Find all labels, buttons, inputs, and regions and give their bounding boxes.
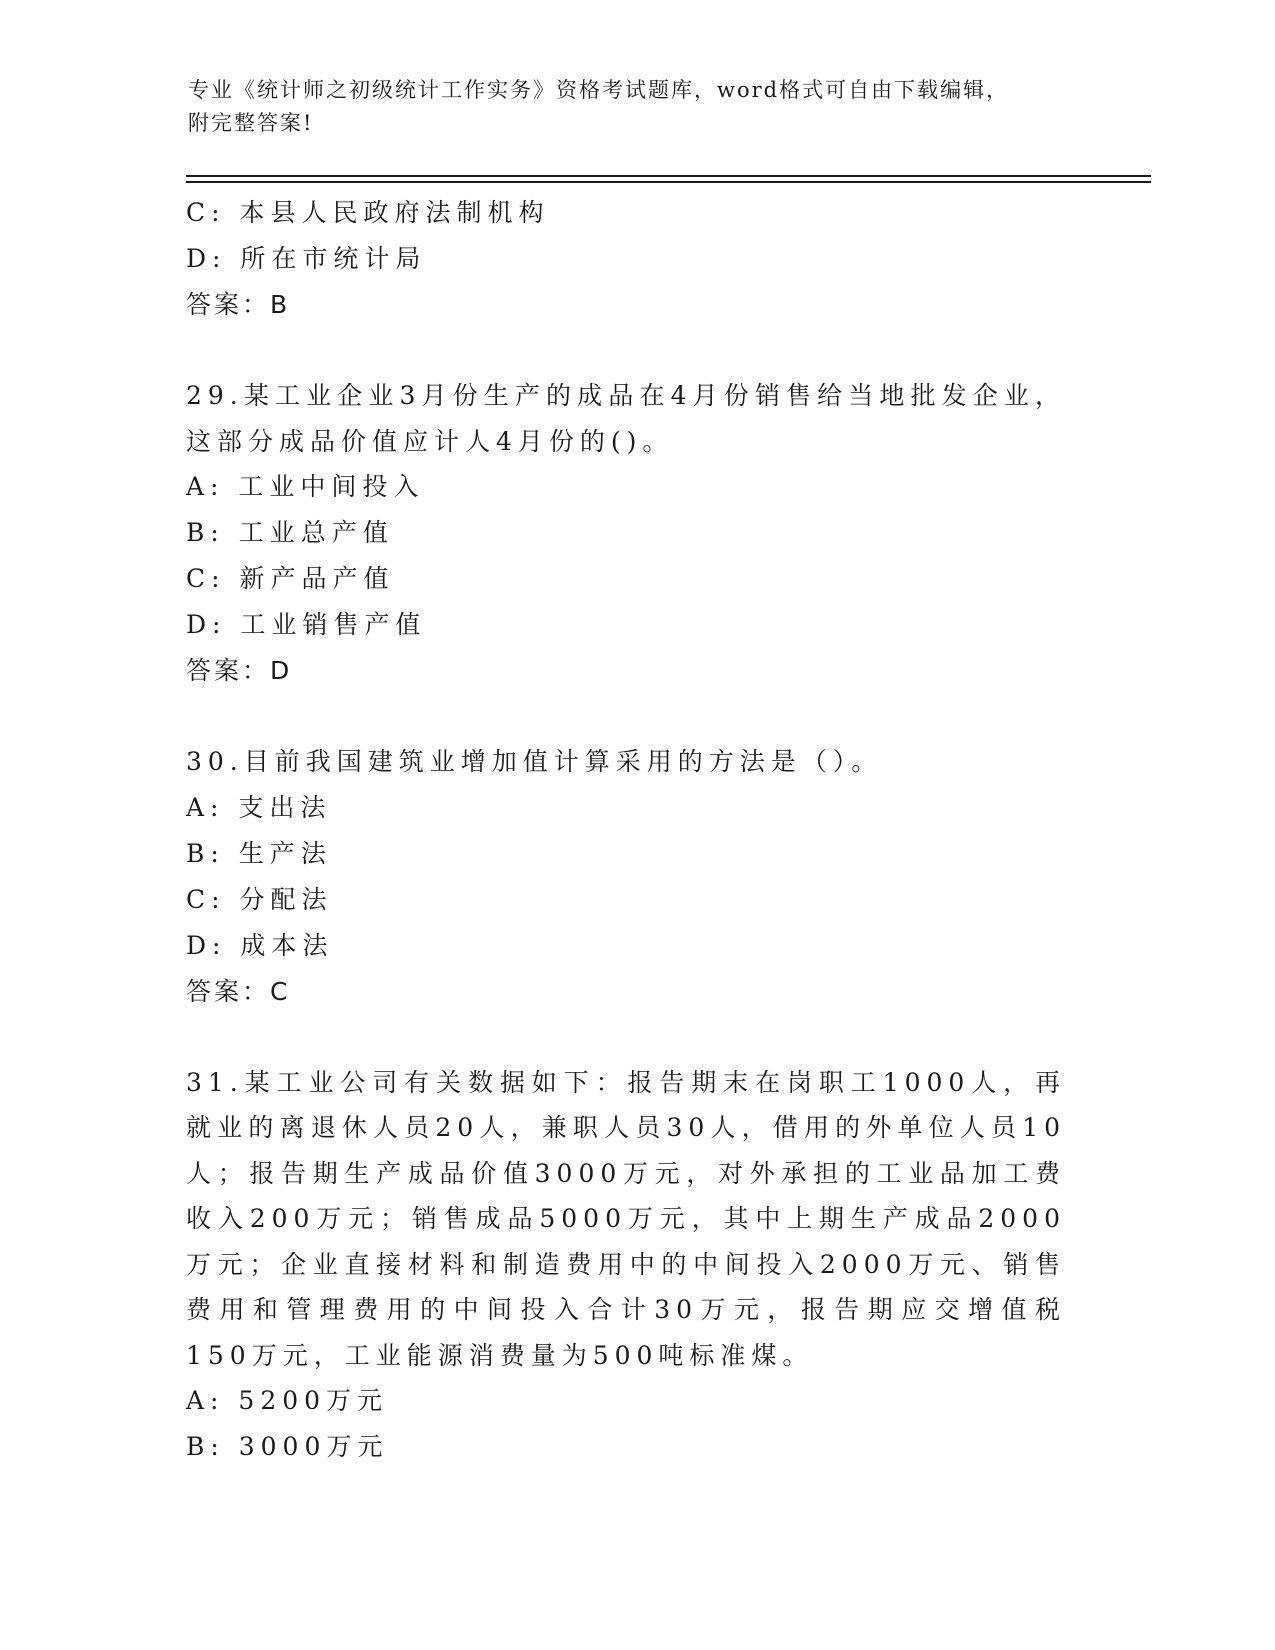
question-30: [186, 739, 1066, 1015]
option-c: C: 本县人民政府法制机构: [186, 198, 550, 227]
spacer: [186, 694, 1066, 739]
option-c: C: 新产品产值: [186, 564, 395, 593]
option-a: A: 支出法: [186, 792, 332, 822]
question-stem: 30.目前我国建筑业增加值计算采用的方法是（）。: [186, 747, 883, 776]
option-b: B: 生产法: [186, 838, 332, 868]
option-a: A: 工业中间投入: [186, 472, 425, 501]
option-d: D: 成本法: [186, 930, 334, 960]
answer-line: 答案：D: [186, 656, 293, 685]
header-divider-top: [186, 175, 1151, 177]
question-29: [186, 373, 1066, 694]
question-28-tail: [186, 190, 1066, 328]
document-header: [188, 74, 1068, 140]
option-b: B: 工业总产值: [186, 518, 394, 547]
answer-line: 答案：B: [186, 290, 291, 319]
option-d: D: 所在市统计局: [186, 244, 427, 273]
header-line-1: 专业《统计师之初级统计工作实务》资格考试题库，word格式可自由下载编辑，: [188, 78, 1010, 102]
header-divider-bottom: [186, 181, 1151, 183]
question-31: [186, 1060, 1066, 1471]
spacer: [186, 328, 1066, 373]
option-c: C: 分配法: [186, 884, 333, 914]
option-a: A: 5200万元: [186, 1386, 389, 1415]
question-stem: 29.某工业企业3月份生产的成品在4月份销售给当地批发企业，这部分成品价值应计人4月份的()。: [186, 381, 1066, 456]
answer-line: 答案：C: [186, 976, 291, 1006]
option-b: B: 3000万元: [186, 1432, 389, 1461]
question-list: [186, 190, 1066, 1470]
question-stem: 31.某工业公司有关数据如下：报告期末在岗职工1000人，再就业的离退休人员20人，兼职人员30人，借用的外单位人员10人；报告期生产成品价值3000万元，对外承担的工业品加工费收入200万元；销售成品5000万元，其中上期生产成品2000万元；企业直接材料和制造费用中的中间投入2000万元、销售费用和管理费用的中间投入合计30万元，报告期应交增值税150万元，工业能源消费量为500吨标准煤。: [186, 1067, 1066, 1370]
spacer: [186, 1015, 1066, 1060]
option-d: D: 工业销售产值: [186, 610, 427, 639]
header-line-2: 附完整答案!: [188, 111, 314, 135]
